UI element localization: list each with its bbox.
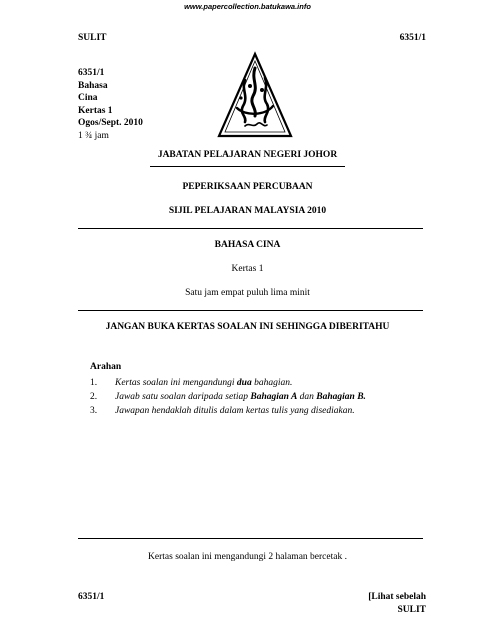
instruction-text: Jawapan hendaklah ditulis dalam kertas tulis yang disediakan. <box>115 406 355 416</box>
instruction-item-3 <box>0 406 495 420</box>
exam-duration-short: 1 ¾ jam <box>78 130 109 141</box>
warning-text: JANGAN BUKA KERTAS SOALAN INI SEHINGGA DIBERITAHU <box>105 322 390 332</box>
divider-lower <box>78 538 423 539</box>
exam-date: Ogos/Sept. 2010 <box>78 118 143 128</box>
source-url: www.papercollection.batukawa.info <box>184 2 311 11</box>
instruction-number: 2. <box>90 392 98 402</box>
subject-line-2: Cina <box>78 93 98 103</box>
footer-paper-code: 6351/1 <box>78 592 105 602</box>
crest-icon <box>215 50 295 140</box>
exam-heading: PEPERIKSAAN PERCUBAAN <box>182 182 313 192</box>
pages-note: Kertas soalan ini mengandungi 2 halaman bercetak . <box>148 552 347 562</box>
paper-heading: Kertas 1 <box>231 264 264 274</box>
duration-heading: Satu jam empat puluh lima minit <box>185 288 310 298</box>
johor-crest-logo <box>215 50 295 140</box>
instruction-text: Kertas soalan ini mengandungi dua bahagian. <box>115 378 293 388</box>
paper-code-top-right: 6351/1 <box>399 33 426 43</box>
certificate-heading: SIJIL PELAJARAN MALAYSIA 2010 <box>168 206 327 216</box>
sulit-label-bottom: SULIT <box>397 605 426 615</box>
subject-line-1: Bahasa <box>78 80 108 91</box>
instructions-heading: Arahan <box>90 362 122 372</box>
instruction-text: Jawab satu soalan daripada setiap Bahagian A dan Bahagian B. <box>115 392 366 402</box>
instruction-number: 3. <box>90 406 98 416</box>
instruction-item-2 <box>0 392 495 406</box>
paper-code: 6351/1 <box>78 68 105 78</box>
paper-info-block <box>78 67 143 142</box>
instruction-item-1 <box>0 378 495 392</box>
divider-middle <box>78 310 423 311</box>
divider-upper <box>78 228 423 229</box>
paper-number: Kertas 1 <box>78 105 113 116</box>
instruction-number: 1. <box>90 378 98 388</box>
see-next-page: [Lihat sebelah <box>368 592 426 602</box>
sulit-label-top: SULIT <box>78 33 107 43</box>
divider-under-department <box>150 166 345 167</box>
department-heading: JABATAN PELAJARAN NEGERI JOHOR <box>157 150 338 160</box>
subject-heading: BAHASA CINA <box>214 240 281 250</box>
